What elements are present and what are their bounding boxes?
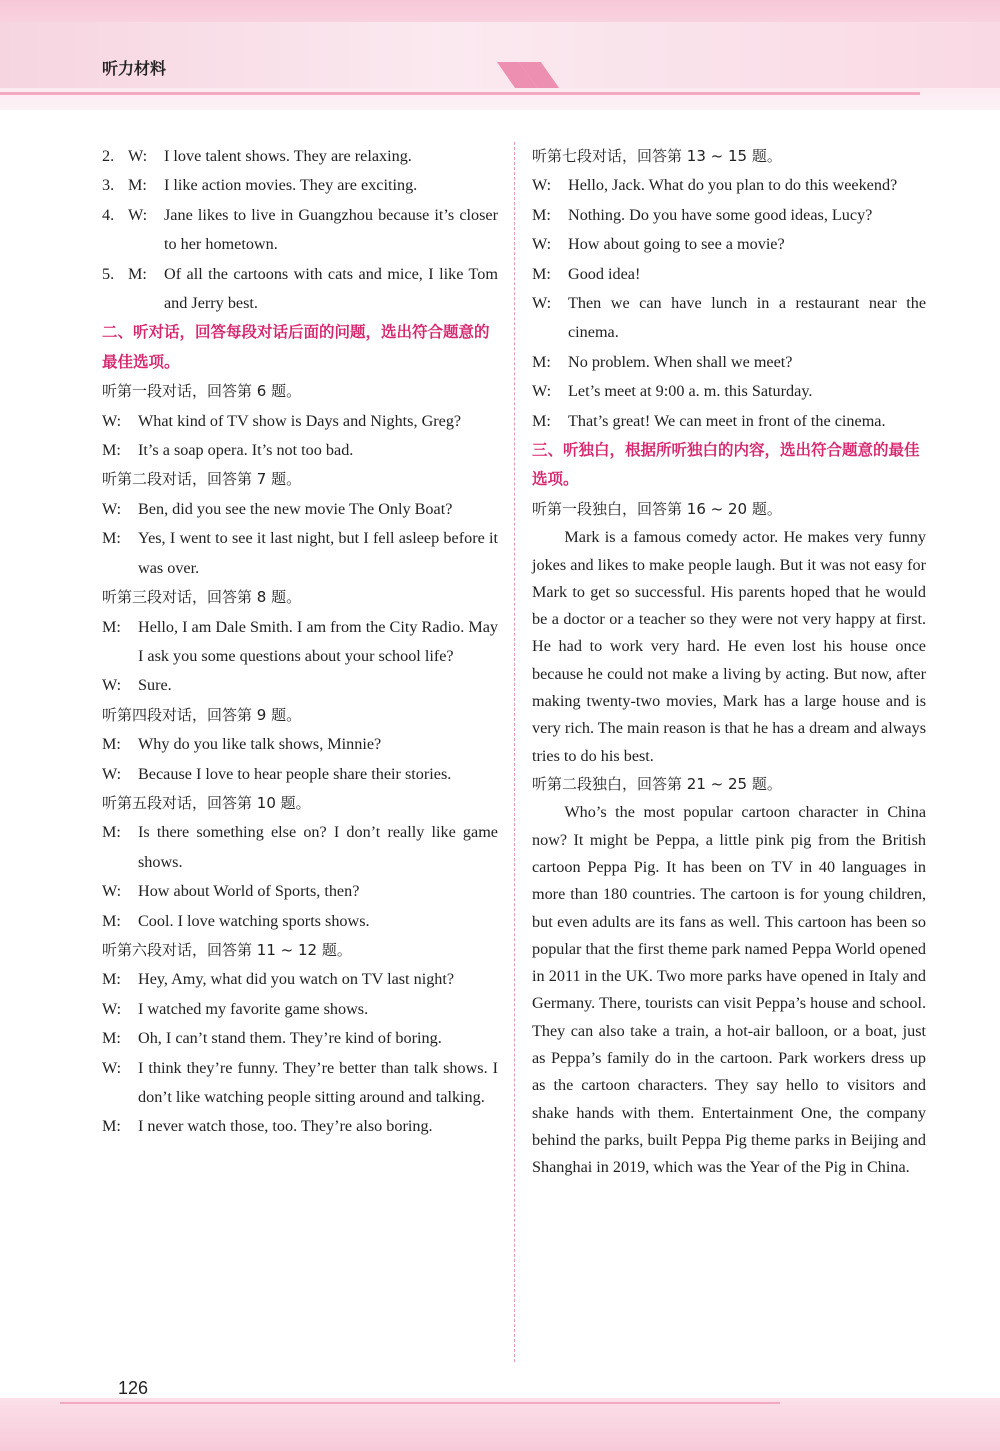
dialogue-line <box>532 407 926 436</box>
dialogue-line <box>102 1112 498 1141</box>
dialogue-line <box>102 407 498 436</box>
speaker-label: W: <box>102 1058 122 1077</box>
monologue-paragraph: Mark is a famous comedy actor. He makes very funny jokes and likes to make people laugh. But it was not easy for Mark to get so successful. His parents hoped that he would be a doctor or a teacher so they were not very happy at first. He had to work very hard. He even lost his house once because he could not make a living by acting. But now, after making twenty-two movies, Mark has a large house and is very rich. The main reason is that he has a dream and always tries to do his best. <box>532 528 926 765</box>
speaker-label: W: <box>102 764 122 783</box>
dialogue-line <box>532 377 926 406</box>
dialogue-line <box>532 260 926 289</box>
dialogue-text: Hello, I am Dale Smith. I am from the City Radio. May I ask you some questions about your school life? <box>138 617 498 665</box>
header-rule <box>0 92 920 95</box>
speaker-label: W: <box>128 147 148 165</box>
dialogue-text: Hey, Amy, what did you watch on TV last night? <box>138 970 455 989</box>
dialogue-text: I watched my favorite game shows. <box>138 999 369 1018</box>
question-instruction: 听第一段独白，回答第 16 ~ 20 题。 <box>532 499 782 518</box>
section-title: 听力材料 <box>102 59 167 78</box>
dialogue-text: Why do you like talk shows, Minnie? <box>138 735 382 754</box>
speaker-label: W: <box>102 499 122 518</box>
speaker-label: M: <box>128 264 147 283</box>
speaker-label: M: <box>102 1117 121 1136</box>
question-instruction: 听第七段对话，回答第 13 ~ 15 题。 <box>532 147 782 165</box>
dialogue-text: Sure. <box>138 676 172 695</box>
dialogue-line <box>102 495 498 524</box>
dialogue-text: Nothing. Do you have some good ideas, Lucy? <box>568 205 873 224</box>
speaker-label: M: <box>532 411 551 430</box>
speaker-label: M: <box>102 441 121 460</box>
speaker-label: M: <box>102 735 121 754</box>
item-number: 4. <box>102 205 115 224</box>
numbered-dialogue-line <box>102 260 498 319</box>
page-number: 126 <box>118 1378 149 1398</box>
dialogue-line <box>102 877 498 906</box>
dialogue-text: Of all the cartoons with cats and mice, I like Tom and Jerry best. <box>164 264 498 313</box>
dialogue-text: Jane likes to live in Guangzhou because it’s closer to her hometown. <box>164 205 498 254</box>
question-instruction: 听第六段对话，回答第 11 ~ 12 题。 <box>102 940 352 959</box>
dialogue-text: How about World of Sports, then? <box>138 882 360 901</box>
question-instruction: 听第二段独白，回答第 21 ~ 25 题。 <box>532 774 782 793</box>
section-heading: 二、听对话，回答每段对话后面的问题，选出符合题意的最佳选项。 <box>102 323 490 371</box>
dialogue-line <box>532 201 926 230</box>
speaker-label: W: <box>128 205 148 224</box>
dialogue-line <box>532 171 926 200</box>
dialogue-text: Then we can have lunch in a restaurant near the cinema. <box>568 294 926 342</box>
speaker-label: M: <box>532 205 551 224</box>
footer-rule <box>60 1402 780 1404</box>
speaker-label: W: <box>532 235 552 254</box>
dialogue-line <box>102 965 498 994</box>
dialogue-line <box>102 436 498 465</box>
speaker-label: M: <box>102 970 121 989</box>
numbered-dialogue-line <box>102 142 498 171</box>
dialogue-line <box>102 995 498 1024</box>
speaker-label: M: <box>102 617 121 636</box>
speaker-label: W: <box>532 294 552 313</box>
question-instruction: 听第二段对话，回答第 7 题。 <box>102 470 302 489</box>
speaker-label: W: <box>102 676 122 695</box>
numbered-dialogue-line <box>102 171 498 200</box>
dialogue-text: I like action movies. They are exciting. <box>164 176 418 195</box>
dialogue-text: I think they’re funny. They’re better than talk shows. I don’t like watching people sitting around and talking. <box>138 1058 498 1106</box>
dialogue-line <box>102 671 498 700</box>
dialogue-line <box>102 1054 498 1113</box>
dialogue-line <box>102 818 498 877</box>
dialogue-text: How about going to see a movie? <box>568 235 785 254</box>
dialogue-line <box>532 289 926 348</box>
speaker-label: M: <box>128 176 147 195</box>
speaker-label: W: <box>102 882 122 901</box>
column-divider <box>514 142 515 1362</box>
dialogue-text: It’s a soap opera. It’s not too bad. <box>138 441 354 460</box>
question-instruction: 听第五段对话，回答第 10 题。 <box>102 793 311 812</box>
dialogue-line <box>102 907 498 936</box>
dialogue-text: That’s great! We can meet in front of the cinema. <box>568 411 886 430</box>
speaker-label: M: <box>102 823 121 842</box>
dialogue-text: Let’s meet at 9:00 a. m. this Saturday. <box>568 382 813 401</box>
question-instruction: 听第一段对话，回答第 6 题。 <box>102 382 302 401</box>
section-heading: 三、听独白，根据所听独白的内容，选出符合题意的最佳选项。 <box>532 441 920 489</box>
dialogue-text: No problem. When shall we meet? <box>568 352 793 371</box>
speaker-label: W: <box>532 382 552 401</box>
dialogue-text: Oh, I can’t stand them. They’re kind of boring. <box>138 1029 442 1048</box>
dialogue-line <box>532 348 926 377</box>
dialogue-line <box>532 230 926 259</box>
speaker-label: M: <box>532 352 551 371</box>
monologue-paragraph: Who’s the most popular cartoon character in China now? It might be Peppa, a little pink pig from the British cartoon Peppa Pig. It has been on TV in 40 languages in more than 180 countries. The cartoon is for young children, but even adults are its fans as well. This cartoon has been so popular that the first theme park named Peppa World opened in 2011 in the UK. Two more parks have opened in Italy and Germany. There, tourists can visit Peppa’s house and school. They can also take a train, a hot-air balloon, or a boat, just as Peppa’s family do in the cartoon. Park workers dress up as the cartoon characters. They say hello to visitors and shake hands with them. Entertainment One, the company behind the parks, built Peppa Pig theme parks in Beijing and Shanghai in 2019, which was the Year of the Pig in China. <box>532 803 926 1177</box>
dialogue-text: Cool. I love watching sports shows. <box>138 911 370 930</box>
dialogue-text: Ben, did you see the new movie The Only Boat? <box>138 499 453 518</box>
dialogue-text: Hello, Jack. What do you plan to do this weekend? <box>568 176 898 195</box>
item-number: 5. <box>102 264 115 283</box>
speaker-label: M: <box>102 529 121 548</box>
speaker-label: W: <box>532 176 552 195</box>
speaker-label: M: <box>532 264 551 283</box>
question-instruction: 听第三段对话，回答第 8 题。 <box>102 588 302 607</box>
item-number: 3. <box>102 176 115 195</box>
dialogue-line <box>102 1024 498 1053</box>
dialogue-line <box>102 524 498 583</box>
right-column <box>532 142 926 1182</box>
dialogue-text: Good idea! <box>568 264 641 283</box>
dialogue-text: Because I love to hear people share their stories. <box>138 764 452 783</box>
page-footer <box>0 1398 1000 1451</box>
speaker-label: W: <box>102 411 122 430</box>
left-column <box>102 142 498 1142</box>
dialogue-text: I love talent shows. They are relaxing. <box>164 147 412 165</box>
page-header <box>0 0 1000 110</box>
speaker-label: M: <box>102 1029 121 1048</box>
dialogue-text: What kind of TV show is Days and Nights, Greg? <box>138 411 462 430</box>
item-number: 2. <box>102 147 115 165</box>
dialogue-text: Is there something else on? I don’t really like game shows. <box>138 823 498 871</box>
numbered-dialogue-line <box>102 201 498 260</box>
question-instruction: 听第四段对话，回答第 9 题。 <box>102 705 302 724</box>
dialogue-text: I never watch those, too. They’re also boring. <box>138 1117 433 1136</box>
dialogue-line <box>102 760 498 789</box>
speaker-label: W: <box>102 999 122 1018</box>
dialogue-line <box>102 613 498 672</box>
speaker-label: M: <box>102 911 121 930</box>
dialogue-text: Yes, I went to see it last night, but I fell asleep before it was over. <box>138 529 498 577</box>
dialogue-line <box>102 730 498 759</box>
